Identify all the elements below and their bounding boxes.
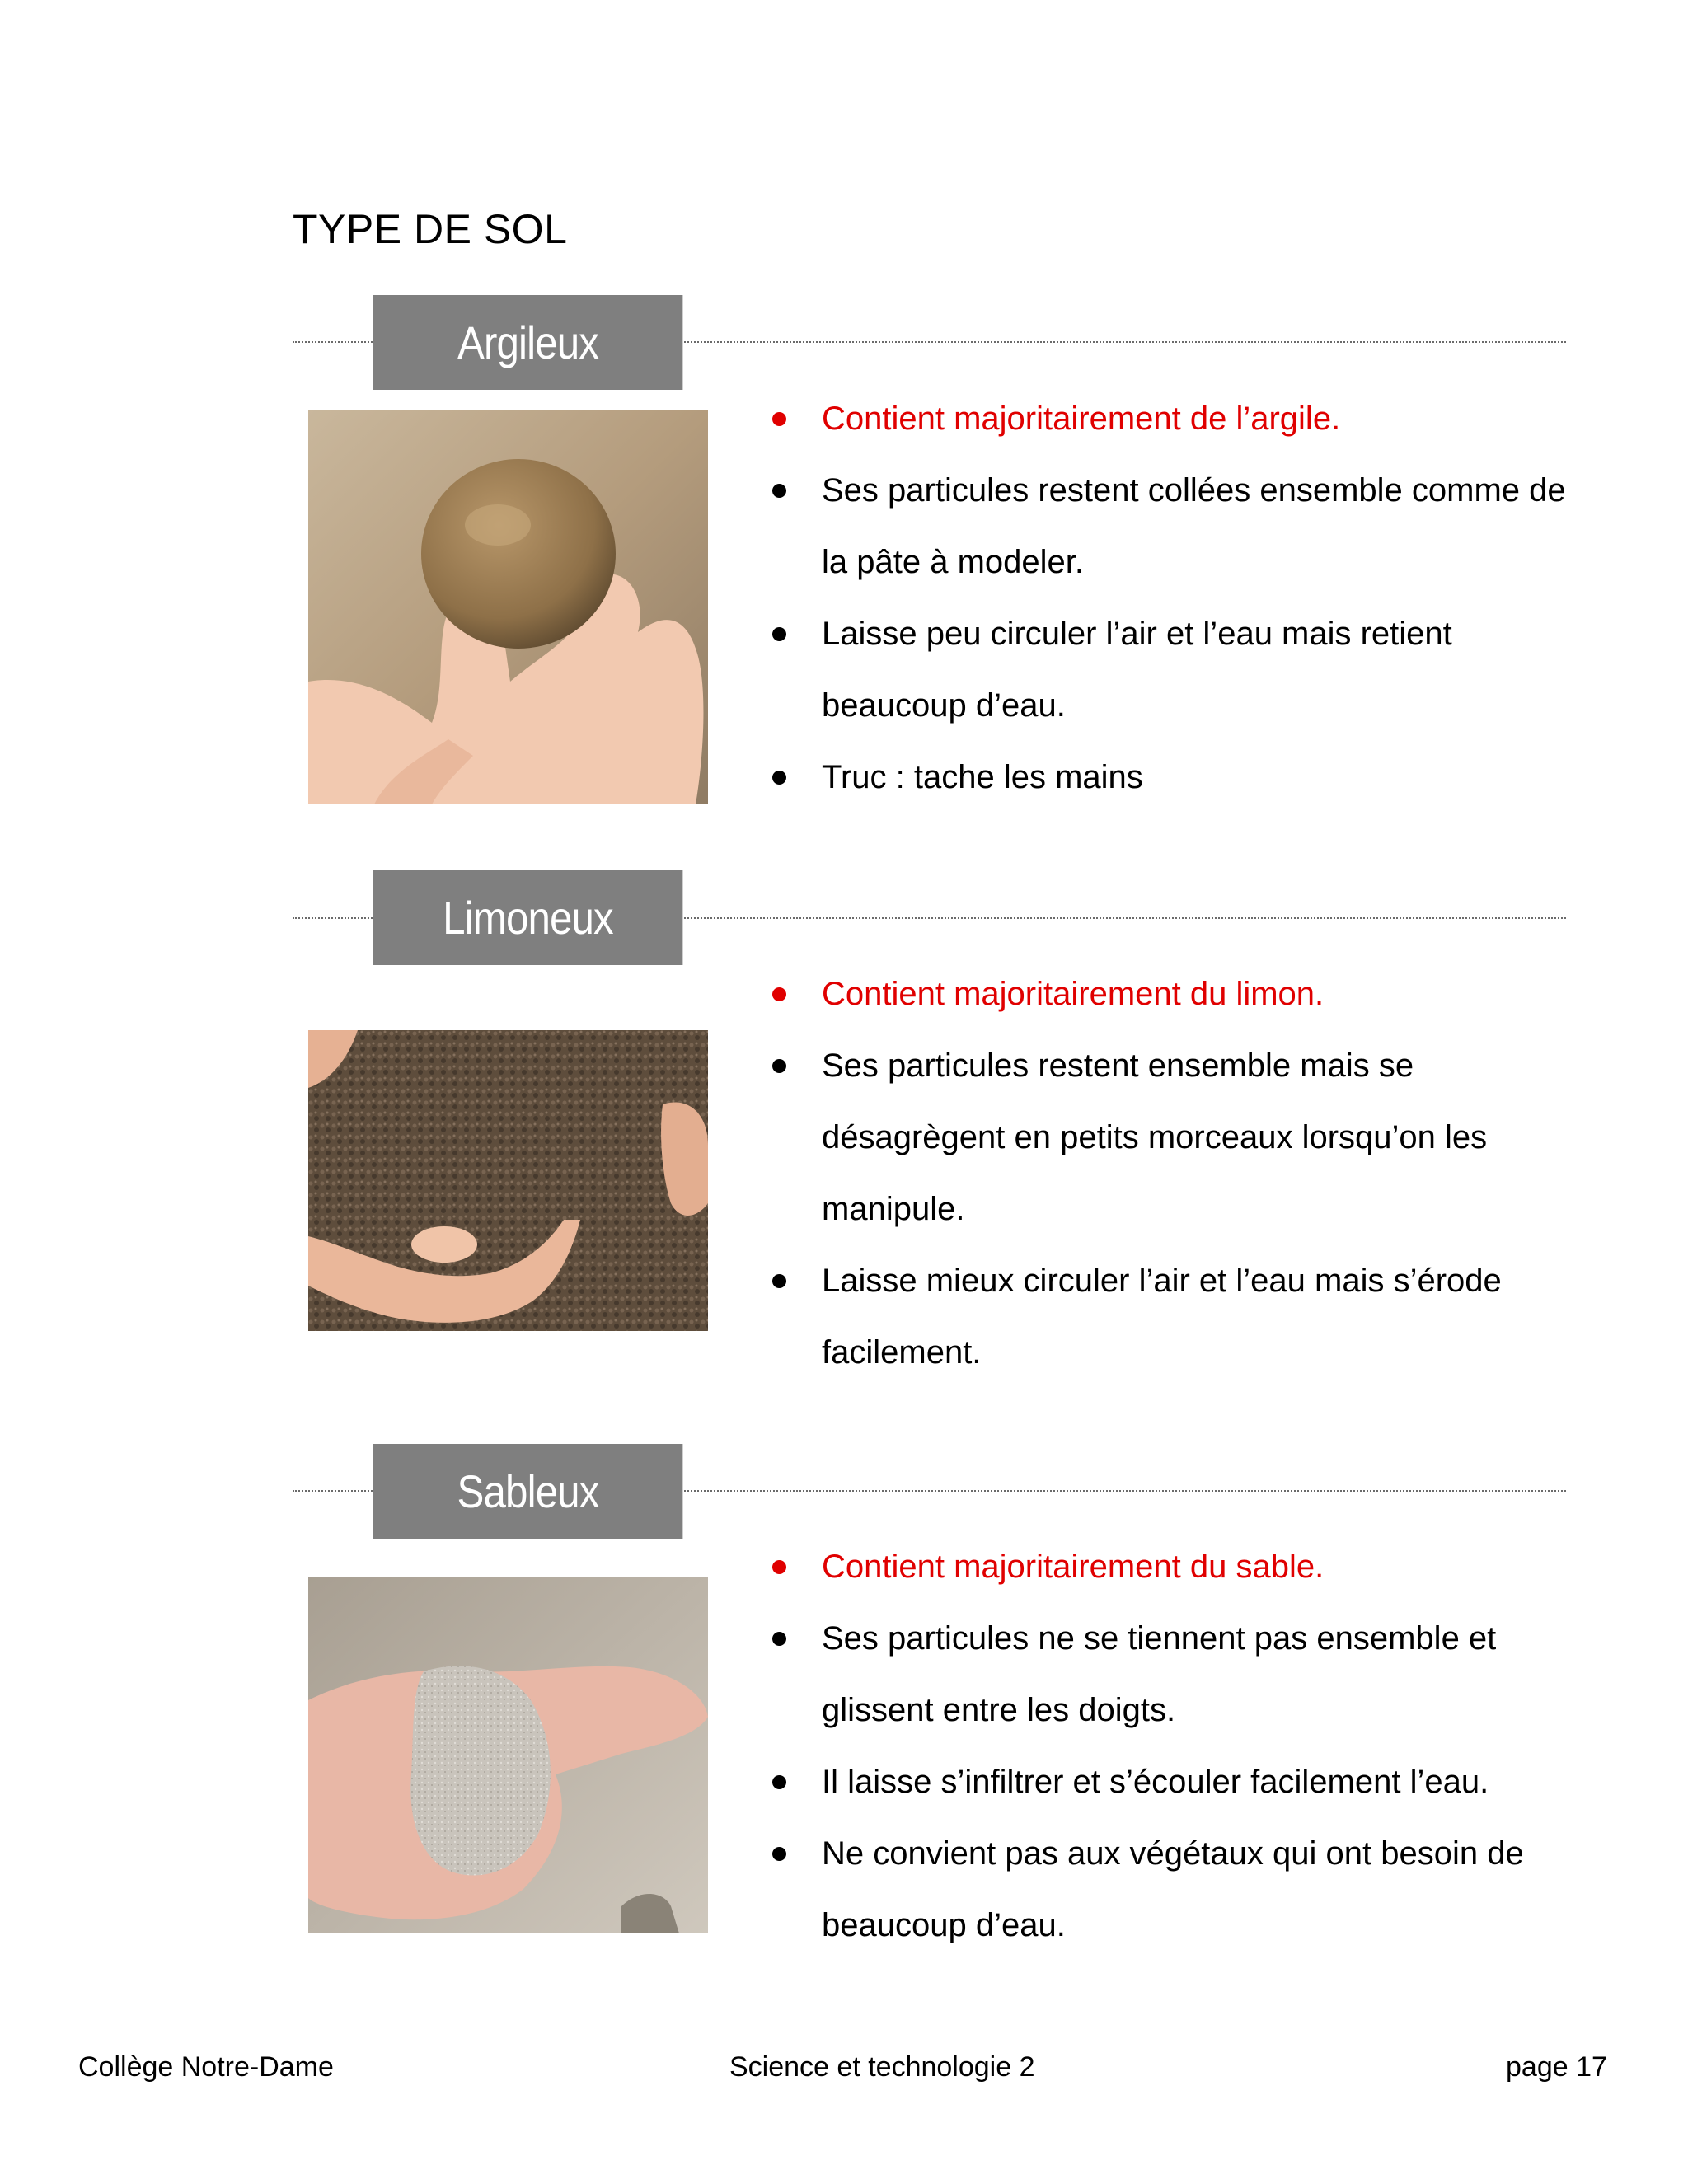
section-label: Limoneux	[373, 870, 683, 965]
list-item: Truc : tache les mains	[767, 742, 1591, 813]
loam-soil-image	[308, 1030, 708, 1331]
bullet-icon	[772, 627, 786, 641]
bullet-icon	[772, 484, 786, 498]
loam-soil-photo	[308, 1030, 708, 1331]
list-item: Ses particules ne se tiennent pas ensemble et glissent entre les doigts.	[767, 1603, 1591, 1746]
page-title: TYPE DE SOL	[293, 206, 568, 252]
bullet-icon	[772, 1059, 786, 1073]
section-label: Argileux	[373, 295, 683, 390]
bullet-icon	[772, 1632, 786, 1646]
list-item: Laisse peu circuler l’air et l’eau mais retient beaucoup d’eau.	[767, 598, 1591, 742]
list-item: Il laisse s’infiltrer et s’écouler facilement l’eau.	[767, 1746, 1591, 1818]
clay-soil-image	[308, 410, 708, 804]
list-item: Contient majoritairement de l’argile.	[767, 383, 1591, 455]
bullet-icon	[772, 771, 786, 785]
list-item: Ses particules restent collées ensemble comme de la pâte à modeler.	[767, 455, 1591, 598]
bullet-list	[767, 958, 1591, 1389]
bullet-icon	[772, 412, 786, 426]
sand-soil-photo	[308, 1577, 708, 1933]
footer-school: Collège Notre-Dame	[78, 2051, 334, 2083]
bullet-list	[767, 383, 1591, 813]
bullet-icon	[772, 1560, 786, 1574]
bullet-list	[767, 1531, 1591, 1961]
list-item: Ses particules restent ensemble mais se désagrègent en petits morceaux lorsqu’on les manipule.	[767, 1030, 1591, 1245]
footer-course: Science et technologie 2	[729, 2051, 1035, 2083]
bullet-icon	[772, 1274, 786, 1288]
list-item: Contient majoritairement du sable.	[767, 1531, 1591, 1603]
list-item: Ne convient pas aux végétaux qui ont besoin de beaucoup d’eau.	[767, 1818, 1591, 1961]
list-item: Contient majoritairement du limon.	[767, 958, 1591, 1030]
bullet-icon	[772, 1775, 786, 1789]
clay-soil-photo	[308, 410, 708, 804]
bullet-icon	[772, 1847, 786, 1861]
list-item: Laisse mieux circuler l’air et l’eau mais s’érode facilement.	[767, 1245, 1591, 1389]
footer-page-number: page 17	[1506, 2051, 1607, 2083]
sand-soil-image	[308, 1577, 708, 1933]
section-label: Sableux	[373, 1444, 683, 1539]
bullet-icon	[772, 987, 786, 1001]
